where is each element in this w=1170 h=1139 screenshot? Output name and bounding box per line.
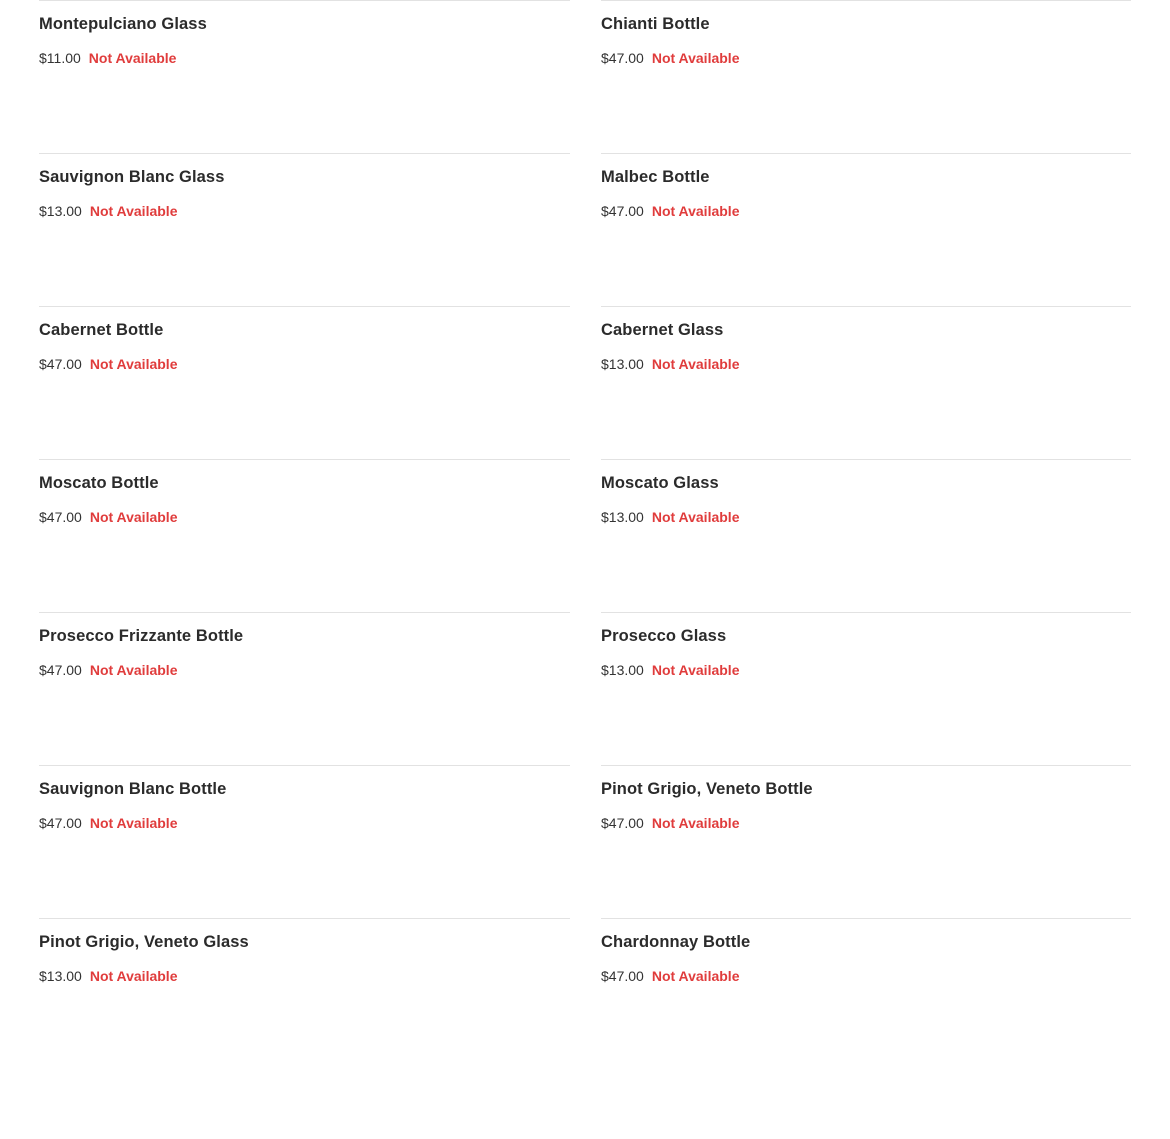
availability-status: Not Available: [651, 50, 740, 66]
item-meta: [601, 662, 739, 678]
menu-item[interactable]: [601, 459, 1131, 612]
availability-status: Not Available: [651, 815, 740, 831]
item-name: Montepulciano Glass: [39, 15, 207, 33]
item-price: $47.00: [601, 50, 644, 66]
item-price: $47.00: [601, 968, 644, 984]
item-name: Moscato Bottle: [39, 474, 159, 492]
availability-status: Not Available: [89, 356, 178, 372]
item-meta: [601, 815, 739, 831]
item-meta: [601, 356, 739, 372]
item-name: Pinot Grigio, Veneto Bottle: [601, 780, 813, 798]
item-price: $11.00: [39, 50, 81, 66]
menu-item-grid: [39, 0, 1131, 1071]
menu-item[interactable]: [39, 306, 570, 459]
item-price: $47.00: [39, 509, 82, 525]
item-price: $47.00: [39, 662, 82, 678]
menu-item[interactable]: [39, 153, 570, 306]
item-meta: [39, 203, 177, 219]
availability-status: Not Available: [89, 203, 178, 219]
item-name: Cabernet Bottle: [39, 321, 164, 339]
item-meta: [39, 509, 177, 525]
availability-status: Not Available: [651, 968, 740, 984]
availability-status: Not Available: [651, 509, 740, 525]
item-meta: [39, 815, 177, 831]
availability-status: Not Available: [89, 662, 178, 678]
item-price: $13.00: [601, 356, 644, 372]
availability-status: Not Available: [89, 509, 178, 525]
item-name: Moscato Glass: [601, 474, 719, 492]
menu-item[interactable]: [601, 306, 1131, 459]
availability-status: Not Available: [89, 968, 178, 984]
item-name: Prosecco Frizzante Bottle: [39, 627, 244, 645]
item-price: $13.00: [39, 968, 82, 984]
availability-status: Not Available: [651, 203, 740, 219]
menu-item[interactable]: [601, 0, 1131, 153]
availability-status: Not Available: [88, 50, 177, 66]
menu-item[interactable]: [601, 153, 1131, 306]
availability-status: Not Available: [651, 356, 740, 372]
item-price: $13.00: [601, 662, 644, 678]
item-price: $47.00: [601, 203, 644, 219]
item-price: $47.00: [39, 356, 82, 372]
item-name: Prosecco Glass: [601, 627, 727, 645]
item-price: $47.00: [601, 815, 644, 831]
availability-status: Not Available: [89, 815, 178, 831]
item-meta: [601, 968, 739, 984]
item-name: Sauvignon Blanc Bottle: [39, 780, 227, 798]
item-meta: [39, 662, 177, 678]
item-meta: [39, 50, 176, 66]
item-name: Cabernet Glass: [601, 321, 724, 339]
menu-item[interactable]: [601, 918, 1131, 1071]
menu-item[interactable]: [39, 0, 570, 153]
item-name: Chianti Bottle: [601, 15, 710, 33]
menu-item[interactable]: [39, 765, 570, 918]
item-price: $47.00: [39, 815, 82, 831]
item-meta: [39, 968, 177, 984]
item-name: Sauvignon Blanc Glass: [39, 168, 225, 186]
item-price: $13.00: [39, 203, 82, 219]
item-name: Malbec Bottle: [601, 168, 710, 186]
item-name: Pinot Grigio, Veneto Glass: [39, 933, 249, 951]
item-meta: [601, 203, 739, 219]
menu-item[interactable]: [39, 612, 570, 765]
item-price: $13.00: [601, 509, 644, 525]
item-name: Chardonnay Bottle: [601, 933, 751, 951]
item-meta: [601, 509, 739, 525]
menu-item[interactable]: [39, 459, 570, 612]
menu-item[interactable]: [601, 612, 1131, 765]
menu-item[interactable]: [601, 765, 1131, 918]
item-meta: [601, 50, 739, 66]
menu-item[interactable]: [39, 918, 570, 1071]
item-meta: [39, 356, 177, 372]
availability-status: Not Available: [651, 662, 740, 678]
